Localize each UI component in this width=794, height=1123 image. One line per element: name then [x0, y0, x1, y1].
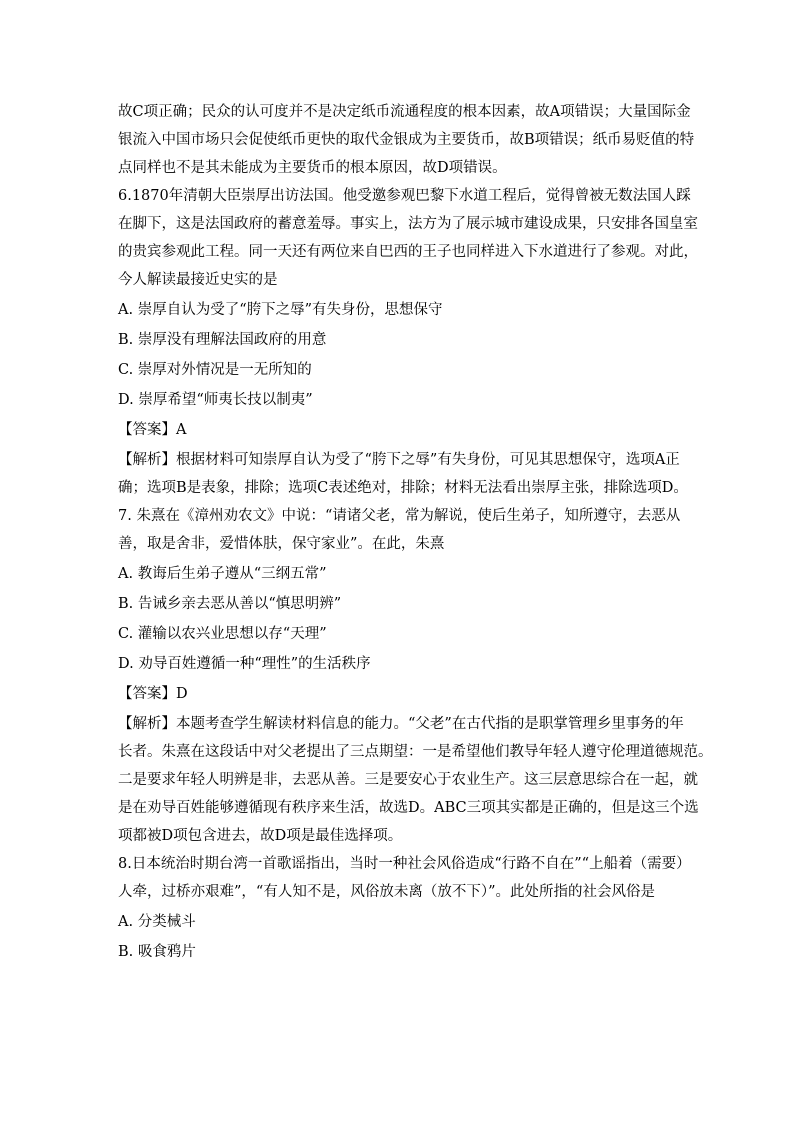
text-line: 7. 朱熹在《漳州劝农文》中说：“请诸父老，常为解说，使后生弟子，知所遵守，去恶从 [118, 508, 681, 524]
option-line: C. 灌输以农兴业思想以存“天理” [118, 626, 327, 642]
option-line: 【答案】A [118, 422, 187, 438]
document-body [118, 98, 713, 966]
text-line: 项都被D项包含进去，故D项是最佳选择项。 [118, 828, 403, 844]
text-line: 在脚下，这是法国政府的蓄意羞辱。事实上，法方为了展示城市建设成果，只安排各国皇室 [118, 216, 698, 232]
option-line: 【解析】根据材料可知崇厚自认为受了“胯下之辱”有失身份，可见其思想保守，选项A正 [118, 452, 680, 468]
option-line: B. 崇厚没有理解法国政府的用意 [118, 332, 327, 348]
option-line: A. 分类械斗 [118, 914, 196, 930]
text-line: 是在劝导百姓能够遵循现有秩序来生活，故选D。ABC三项其实都是正确的，但是这三个选 [118, 800, 699, 816]
option-line: A. 崇厚自认为受了“胯下之辱”有失身份，思想保守 [118, 302, 443, 318]
option-line: 【解析】本题考查学生解读材料信息的能力。“父老”在古代指的是职掌管理乡里事务的年 [118, 716, 684, 732]
option-line: B. 吸食鸦片 [118, 944, 196, 960]
text-line: 二是要求年轻人明辨是非，去恶从善。三是要安心于农业生产。这三层意思综合在一起，就 [118, 772, 698, 788]
option-line: 【答案】D [118, 686, 188, 702]
text-line: 8.日本统治时期台湾一首歌谣指出，当时一种社会风俗造成“行路不自在”“上船着（需要） [118, 856, 691, 872]
option-line: A. 教诲后生弟子遵从“三纲五常” [118, 566, 327, 582]
text-line: 银流入中国市场只会促使纸币更快的取代金银成为主要货币，故B项错误；纸币易贬值的特 [118, 132, 695, 148]
text-line: 点同样也不是其未能成为主要货币的根本原因，故D项错误。 [118, 160, 507, 176]
option-line: D. 崇厚希望“师夷长技以制夷” [118, 392, 313, 408]
text-line: 确；选项B是表象，排除；选项C表述绝对，排除；材料无法看出崇厚主张，排除选项D。 [118, 480, 688, 496]
text-line: 长者。朱熹在这段话中对父老提出了三点期望：一是希望他们教导年轻人遵守伦理道德规范。 [118, 744, 713, 760]
text-line: 故C项正确；民众的认可度并不是决定纸币流通程度的根本因素，故A项错误；大量国际金 [118, 104, 691, 120]
option-line: D. 劝导百姓遵循一种“理性”的生活秩序 [118, 656, 371, 672]
text-line: 人牵，过桥亦艰难”，“有人知不是，风俗放未离（放不下）”。此处所指的社会风俗是 [118, 884, 655, 900]
option-line: B. 告诫乡亲去恶从善以“慎思明辨” [118, 596, 342, 612]
text-line: 6.1870年清朝大臣崇厚出访法国。他受邀参观巴黎下水道工程后，觉得曾被无数法国人踩 [118, 188, 691, 204]
text-line: 的贵宾参观此工程。同一天还有两位来自巴西的王子也同样进入下水道进行了参观。对此， [118, 244, 698, 260]
option-line: C. 崇厚对外情况是一无所知的 [118, 362, 312, 378]
text-line: 今人解读最接近史实的是 [118, 272, 278, 288]
text-line: 善，取是舍非，爱惜体肤，保守家业”。在此，朱熹 [118, 536, 445, 552]
